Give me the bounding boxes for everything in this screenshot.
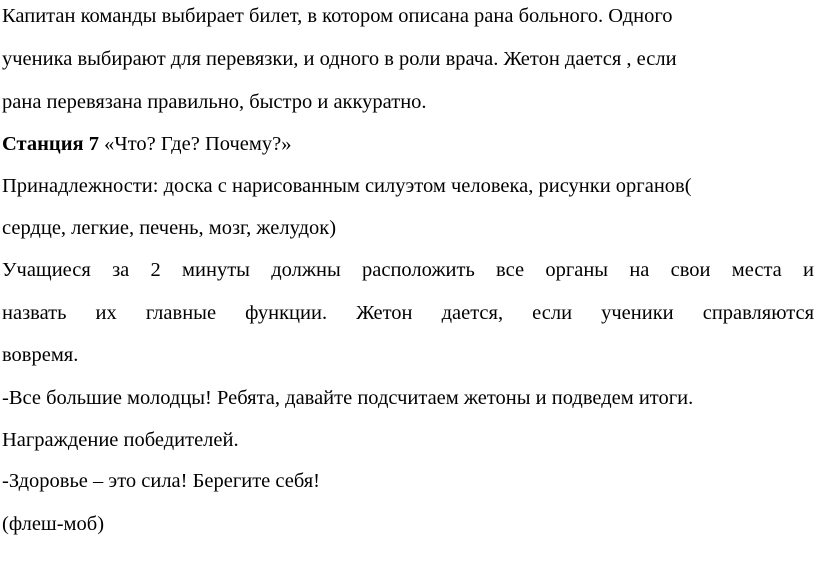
task-line-2: назвать их главные функции. Жетон дается, если ученики справляются: [2, 302, 814, 324]
station-heading: [2, 130, 291, 158]
station-title: «Что? Где? Почему?»: [99, 133, 292, 155]
task-line-1: Учащиеся за 2 минуты должны расположить все органы на свои места и: [2, 259, 814, 281]
closing-line-1: -Все большие молодцы! Ребята, давайте подсчитаем жетоны и подведем итоги.: [2, 387, 694, 409]
task-line-3: вовремя.: [2, 344, 79, 366]
station-label: Станция 7: [2, 133, 100, 155]
equipment-line-2: сердце, легкие, печень, мозг, желудок): [2, 217, 337, 239]
closing-line-3: -Здоровье – это сила! Берегите себя!: [2, 470, 321, 492]
paragraph-1-line-3: рана перевязана правильно, быстро и аккуратно.: [2, 91, 427, 113]
closing-line-4: (флеш-моб): [2, 513, 105, 535]
equipment-line-1: Принадлежности: доска с нарисованным силуэтом человека, рисунки органов(: [2, 175, 692, 197]
closing-line-2: Награждение победителей.: [2, 429, 239, 451]
paragraph-1-line-2: ученика выбирают для перевязки, и одного в роли врача. Жетон дается , если: [2, 48, 677, 70]
paragraph-1-line-1: Капитан команды выбирает билет, в котором описана рана больного. Одного: [2, 5, 673, 27]
